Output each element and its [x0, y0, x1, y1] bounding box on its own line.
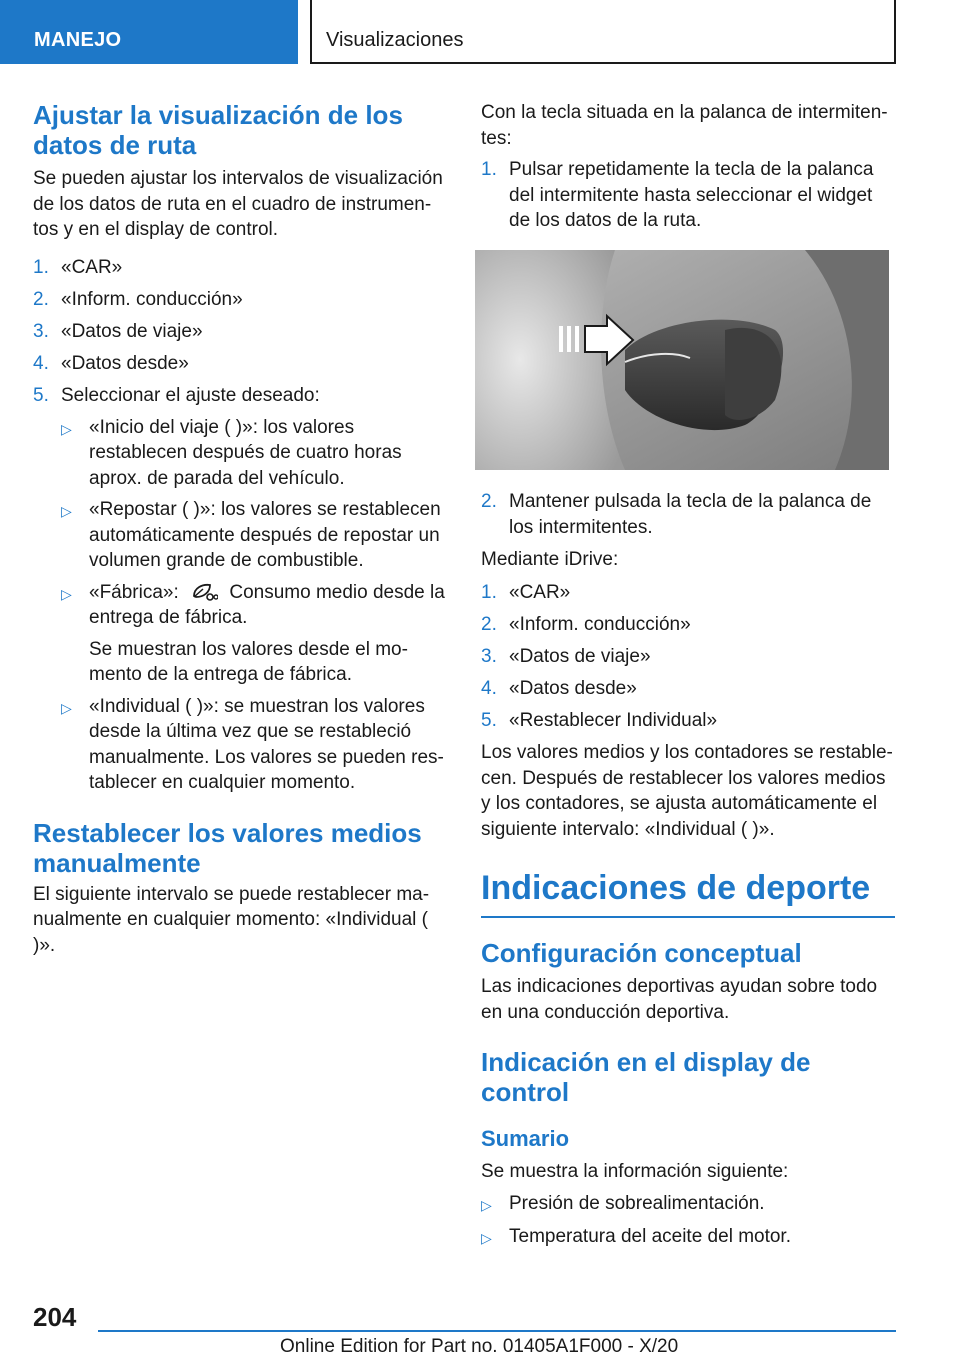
turn-signal-stalk-image [475, 250, 889, 470]
section-title: Visualizaciones [326, 29, 464, 51]
intro-paragraph: Se pueden ajustar los intervalos de visualización de los datos de ruta en el cuadro de instrumen-tos y en el display de control. [33, 168, 443, 240]
bullet-triangle-icon: ▷ [61, 585, 72, 602]
list-item: 3. «Datos de viaje» [481, 646, 651, 667]
bullet-item: ▷ «Inicio del viaje ( )»: los valores restablecen después de cuatro horas aprox. de parada del vehículo. [61, 415, 449, 492]
concept-paragraph: Las indicaciones deportivas ayudan sobre todo en una conducción deportiva. [481, 976, 878, 1023]
bullet-triangle-icon: ▷ [481, 1230, 492, 1246]
list-item: 2. «Inform. conducción» [481, 614, 691, 635]
heading-summary: Sumario [481, 1126, 570, 1151]
list-item: 2. «Inform. conducción» [33, 288, 243, 310]
left-column [33, 100, 449, 964]
bullet-triangle-icon: ▷ [481, 1196, 492, 1213]
list-item: 4. «Datos desde» [481, 678, 637, 699]
list-item: 5. «Restablecer Individual» [481, 710, 718, 731]
bullet-triangle-icon: ▷ [61, 420, 72, 437]
bullet-triangle-icon: ▷ [61, 699, 72, 716]
reset-result-paragraph: Los valores medios y los contadores se restable-cen. Después de restablecer los valores medios y los contadores, se ajusta automáticamente el siguiente intervalo: «Individual ( )». [481, 742, 893, 840]
heading-adjust-route-data: Ajustar la visualización de los datos de ruta [33, 100, 403, 160]
bullet-item: ▷ Presión de sobrealimentación. [481, 1191, 895, 1219]
list-item: 2. Mantener pulsada la tecla de la palanca de los intermitentes. [481, 491, 872, 538]
eco-leaf-icon [190, 582, 218, 602]
bullet-item: ▷ «Fábrica»: Consumo medio desde la entrega de fábrica. [61, 580, 449, 631]
reset-paragraph: El siguiente intervalo se puede restablecer ma-nualmente en cualquier momento: «Individual ( )». [33, 883, 430, 956]
footer-rule [98, 1330, 896, 1332]
heading-control-display: Indicación en el display de control [481, 1047, 811, 1107]
section-header [310, 0, 896, 64]
list-item: 1. «CAR» [481, 582, 571, 603]
bullet-triangle-icon: ▷ [61, 503, 72, 519]
idrive-label: Mediante iDrive: [481, 548, 619, 570]
right-column [481, 100, 895, 1258]
chapter-title: MANEJO [34, 29, 122, 51]
list-item: 1. Pulsar repetidamente la tecla de la palanca del intermitente hasta seleccionar el widget de los datos de la ruta. [481, 159, 874, 231]
list-item: 1. «CAR» [33, 256, 123, 278]
page-number: 204 [33, 1302, 77, 1332]
list-item: 5. Seleccionar el ajuste deseado: [33, 384, 320, 406]
bullet-item: ▷ Temperatura del aceite del motor. [481, 1224, 895, 1252]
bullet-item: ▷ «Repostar ( )»: los valores se restablecen automáticamente después de repostar un volumen grande de combustible. [61, 497, 449, 574]
heading-reset-averages: Restablecer los valores medios manualmente [33, 817, 422, 878]
heading-sport-displays: Indicaciones de deporte [481, 866, 895, 918]
list-item: 4. «Datos desde» [33, 352, 189, 374]
list-item: 3. «Datos de viaje» [33, 320, 203, 342]
bullet-item: ▷ «Individual ( )»: se muestran los valores desde la última vez que se restableció manualmente. Los valores se pueden res-tablecer en cualquier momento. [61, 694, 449, 796]
footer-edition: Online Edition for Part no. 01405A1F000 - X/20 [280, 1336, 679, 1357]
chapter-tab [0, 0, 298, 64]
summary-paragraph: Se muestra la información siguiente: [481, 1161, 789, 1182]
bullet-subparagraph: Se muestran los valores desde el mo-mento de la entrega de fábrica. [89, 638, 408, 685]
stalk-intro: Con la tecla situada en la palanca de intermiten-tes: [481, 102, 888, 149]
heading-concept: Configuración conceptual [481, 938, 802, 968]
